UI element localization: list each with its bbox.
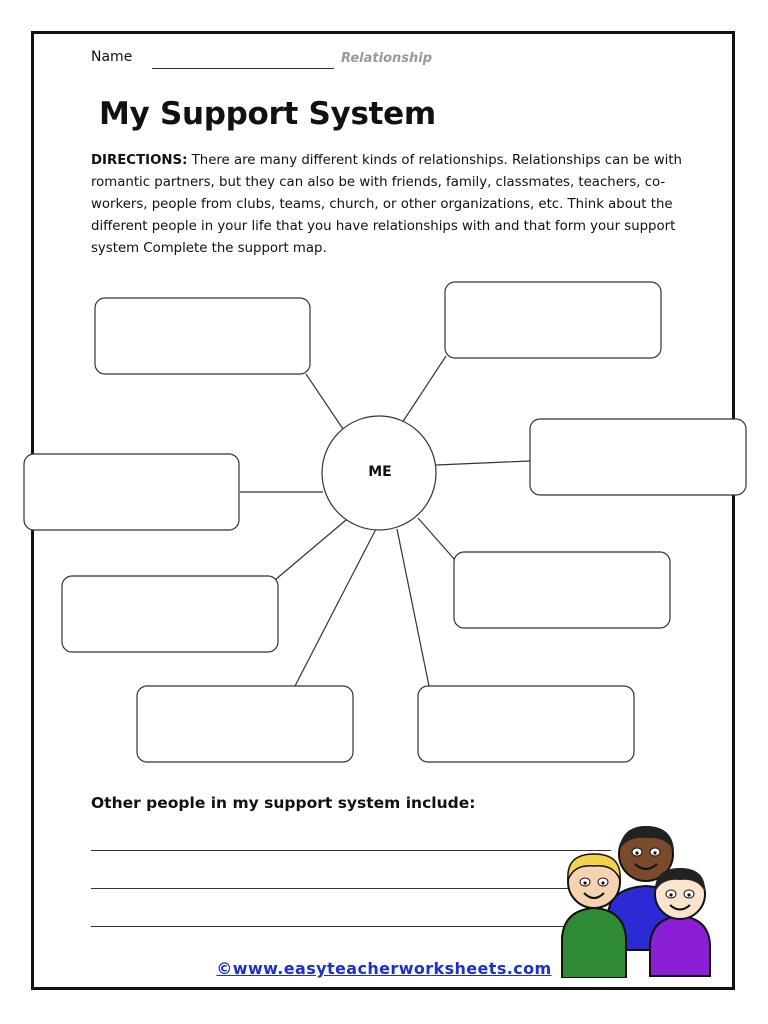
map-box-bottom-right[interactable] <box>418 686 634 762</box>
write-line-2[interactable] <box>91 888 611 889</box>
write-line-3[interactable] <box>91 926 611 927</box>
map-box-bottom-left[interactable] <box>137 686 353 762</box>
copyright-link[interactable]: ©www.easyteacherworksheets.com <box>216 959 552 978</box>
topic-label: Relationship <box>341 51 433 66</box>
connector-line <box>400 356 446 426</box>
write-line-1[interactable] <box>91 850 611 851</box>
map-box-right[interactable] <box>530 419 746 495</box>
map-box-left[interactable] <box>24 454 239 530</box>
map-box-mid-left[interactable] <box>62 576 278 652</box>
map-box-mid-right[interactable] <box>454 552 670 628</box>
connector-line <box>397 529 429 686</box>
directions-text: There are many different kinds of relationships. Relationships can be with romantic partners, but they can also be with friends, family, classmates, teachers, co-workers, people from clubs, teams, church, or other organizations, etc. Think about the different people in your life that you have relationships with and that form your support system Complete the support map. <box>91 153 682 256</box>
connector-line <box>436 461 530 465</box>
map-box-top-right[interactable] <box>445 282 661 358</box>
connector-line <box>418 518 455 560</box>
connector-line <box>275 520 346 580</box>
directions-label: DIRECTIONS: <box>91 153 188 168</box>
map-box-top-left[interactable] <box>95 298 310 374</box>
other-people-heading: Other people in my support system include: <box>91 794 476 812</box>
me-label: ME <box>368 464 392 480</box>
page-title: My Support System <box>99 96 436 132</box>
connector-line <box>306 374 345 432</box>
name-label: Name <box>91 49 133 65</box>
people-illustration <box>556 818 726 978</box>
